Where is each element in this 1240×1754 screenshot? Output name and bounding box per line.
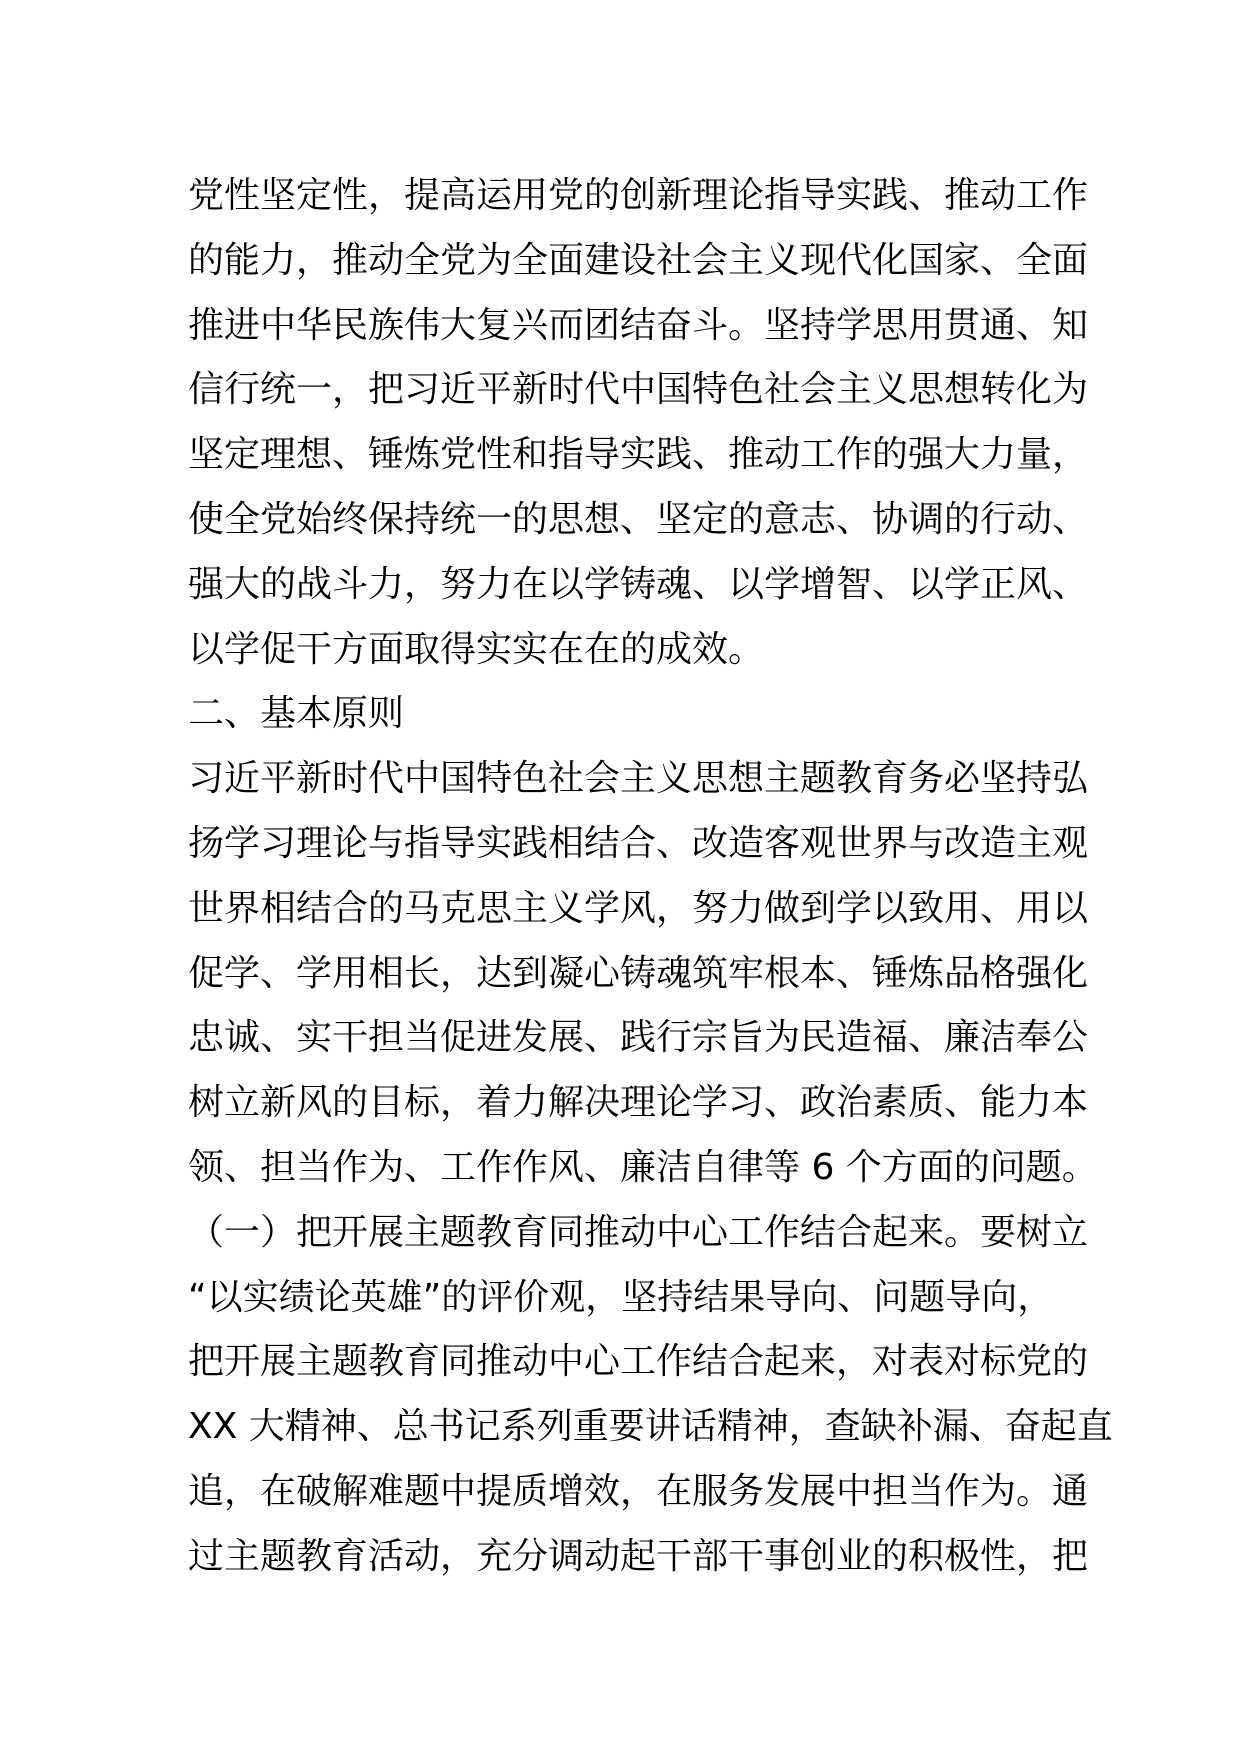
subsection-heading-line: （一）把开展主题教育同推动中心工作结合起来。要树立 [188,1211,1089,1253]
text-line: 信行统一，把习近平新时代中国特色社会主义思想转化为 [188,369,1089,411]
text-line: 强大的战斗力，努力在以学铸魂、以学增智、以学正风、 [188,563,1089,605]
text-line: 树立新风的目标，着力解决理论学习、政治素质、能力本 [188,1082,1089,1124]
text-line: 扬学习理论与指导实践相结合、改造客观世界与改造主观 [188,822,1089,864]
text-line: 以学促干方面取得实实在在的成效。 [188,628,765,670]
text-line: 领、担当作为、工作作风、廉洁自律等 6 个方面的问题。 [188,1146,1098,1188]
text-line: 过主题教育活动，充分调动起干部干事创业的积极性，把 [188,1535,1089,1577]
text-line: 把开展主题教育同推动中心工作结合起来，对表对标党的 [188,1341,1089,1383]
text-line: 促学、学用相长，达到凝心铸魂筑牢根本、锤炼品格强化 [188,952,1089,994]
text-line: 推进中华民族伟大复兴而团结奋斗。坚持学思用贯通、知 [188,304,1089,346]
text-line: 追，在破解难题中提质增效，在服务发展中担当作为。通 [188,1470,1089,1512]
text-line: XX 大精神、总书记系列重要讲话精神，查缺补漏、奋起直 [188,1406,1113,1448]
text-line: 党性坚定性，提高运用党的创新理论指导实践、推动工作 [188,175,1089,216]
text-line: 使全党始终保持统一的思想、坚定的意志、协调的行动、 [188,498,1089,540]
text-line: 习近平新时代中国特色社会主义思想主题教育务必坚持弘 [188,758,1089,800]
text-line: 世界相结合的马克思主义学风，努力做到学以致用、用以 [188,887,1089,929]
text-line: 的能力，推动全党为全面建设社会主义现代化国家、全面 [188,239,1089,281]
text-line: “以实绩论英雄”的评价观，坚持结果导向、问题导向， [188,1276,1054,1318]
section-heading: 二、基本原则 [188,693,405,735]
document-body [188,164,1113,1590]
text-line: 坚定理想、锤炼党性和指导实践、推动工作的强大力量， [188,434,1089,476]
text-line: 忠诚、实干担当促进发展、践行宗旨为民造福、廉洁奉公 [188,1017,1089,1059]
